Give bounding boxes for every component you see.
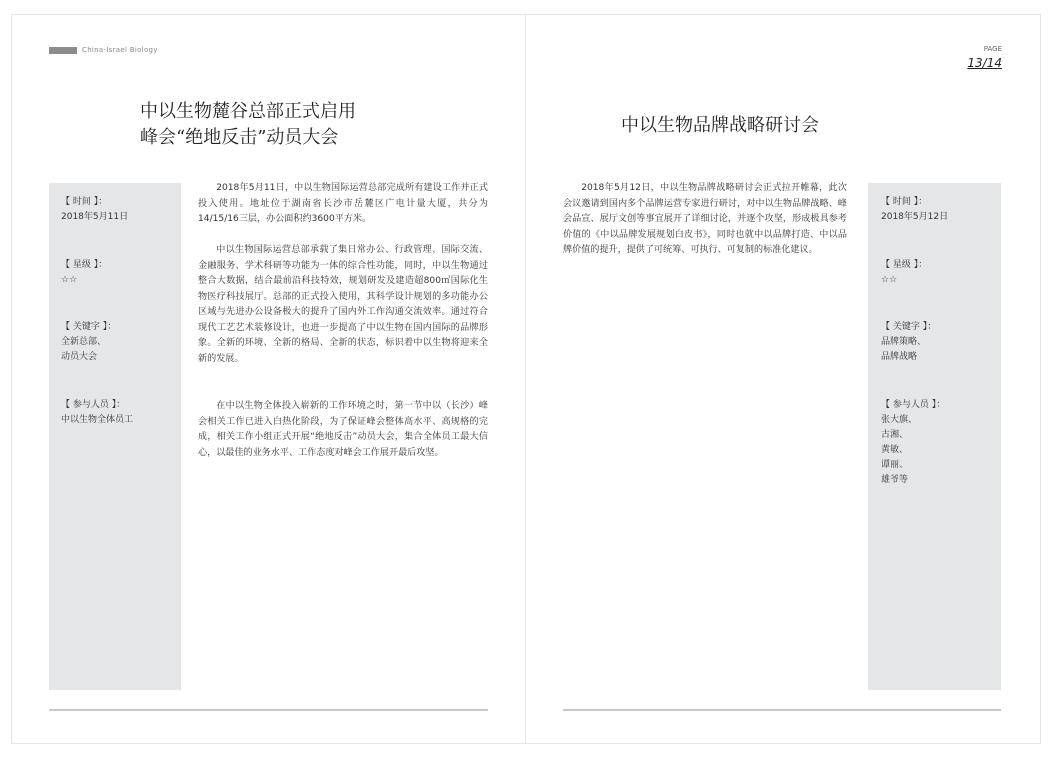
- right-participants-block: [881, 398, 945, 488]
- right-participant-1: 张大旗、: [881, 415, 918, 425]
- right-keywords-block: [881, 320, 936, 365]
- right-article-title: [0, 113, 1050, 139]
- left-keywords-block: [61, 320, 116, 365]
- right-title-text: 中以生物品牌战略研讨会: [621, 115, 819, 136]
- page-label: PAGE: [983, 45, 1002, 53]
- left-bottom-rule: [49, 709, 488, 711]
- brand-name: China-Israel Biology: [82, 46, 158, 54]
- left-rating-block: [61, 258, 107, 288]
- left-paragraph-3: 在中以生物全体投入崭新的工作环境之时，第一节中以（长沙）峰会相关工作已进入白热化阶段，为了保证峰会整体高水平、高规格的完成，相关工作小组正式开展“绝地反击”动员大会，集合全体员工最大信心，以最佳的业务水平、工作态度对峰会工作展开最后攻坚。: [198, 401, 488, 458]
- right-keyword-2: 品牌战略: [881, 352, 918, 362]
- left-rating-label: 【 星级 】：: [61, 260, 108, 270]
- right-participant-3: 黄敏、: [881, 445, 909, 455]
- left-keyword-1: 全新总部、: [61, 337, 107, 347]
- right-rating-block: [881, 258, 927, 288]
- left-participants-label: 【 参与人员 】：: [61, 400, 126, 410]
- left-participant-1: 中以生物全体员工: [61, 415, 134, 425]
- left-rating-stars: ☆☆: [61, 275, 78, 285]
- left-paragraph-1: 2018年5月11日，中以生物国际运营总部完成所有建设工作并正式投入使用。地址位于湖南省长沙市岳麓区广电计量大厦，共分为14/15/16三层，办公面积约3600平方米。: [198, 183, 488, 224]
- brand-bar: [49, 47, 77, 54]
- right-participants-label: 【 参与人员 】：: [881, 400, 946, 410]
- left-participants-block: [61, 398, 133, 428]
- right-participant-5: 雄爷等: [881, 475, 909, 485]
- right-keywords-label: 【 关键字 】：: [881, 322, 937, 332]
- right-time-label: 【 时间 】：: [881, 197, 928, 207]
- left-title-line-2: 峰会“绝地反击”动员大会: [140, 127, 339, 148]
- left-time-block: [61, 195, 128, 225]
- right-participant-4: 谭丽、: [881, 460, 909, 470]
- left-keyword-2: 动员大会: [61, 352, 98, 362]
- right-paragraph-1: 2018年5月12日，中以生物品牌战略研讨会正式拉开帷幕，此次会议邀请到国内多个品牌运营专家进行研讨，对中以生物品牌战略、峰会品宣、展厅文创等事宜展开了详细讨论，并逐个攻坚，形成极具参考价值的《中以品牌发展规划白皮书》，同时也就中以品牌打造、中以品牌价值的提升，提供了可统筹、可执行、可复制的标准化建议。: [563, 183, 847, 255]
- right-rating-label: 【 星级 】：: [881, 260, 928, 270]
- page-number: 13/14: [967, 56, 1002, 70]
- right-time-block: [881, 195, 948, 225]
- left-title-line-1: 中以生物麓谷总部正式启用: [140, 101, 356, 122]
- right-time-value: 2018年5月12日: [881, 212, 949, 222]
- right-rating-stars: ☆☆: [881, 275, 898, 285]
- right-participant-2: 古湘、: [881, 430, 909, 440]
- left-keywords-label: 【 关键字 】：: [61, 322, 117, 332]
- left-time-label: 【 时间 】：: [61, 197, 108, 207]
- left-paragraph-2: 中以生物国际运营总部承载了集日常办公、行政管理、国际交流、金融服务、学术科研等功能为一体的综合性功能，同时，中以生物通过整合大数据，结合最前沿科技特效，规划研发及建造超800㎡国际化生物医疗科技展厅。总部的正式投入使用，其科学设计规划的多功能办公区域与先进办公设备极大的提升了国内外工作沟通交流效率。通过符合现代工艺艺术装修设计，也进一步提高了中以生物在国内国际的品牌形象。全新的环境、全新的格局、全新的状态，标识着中以生物将迎来全新的发展。: [198, 245, 488, 364]
- right-keyword-1: 品牌策略、: [881, 337, 927, 347]
- right-bottom-rule: [563, 709, 1001, 711]
- left-time-value: 2018年5月11日: [61, 212, 129, 222]
